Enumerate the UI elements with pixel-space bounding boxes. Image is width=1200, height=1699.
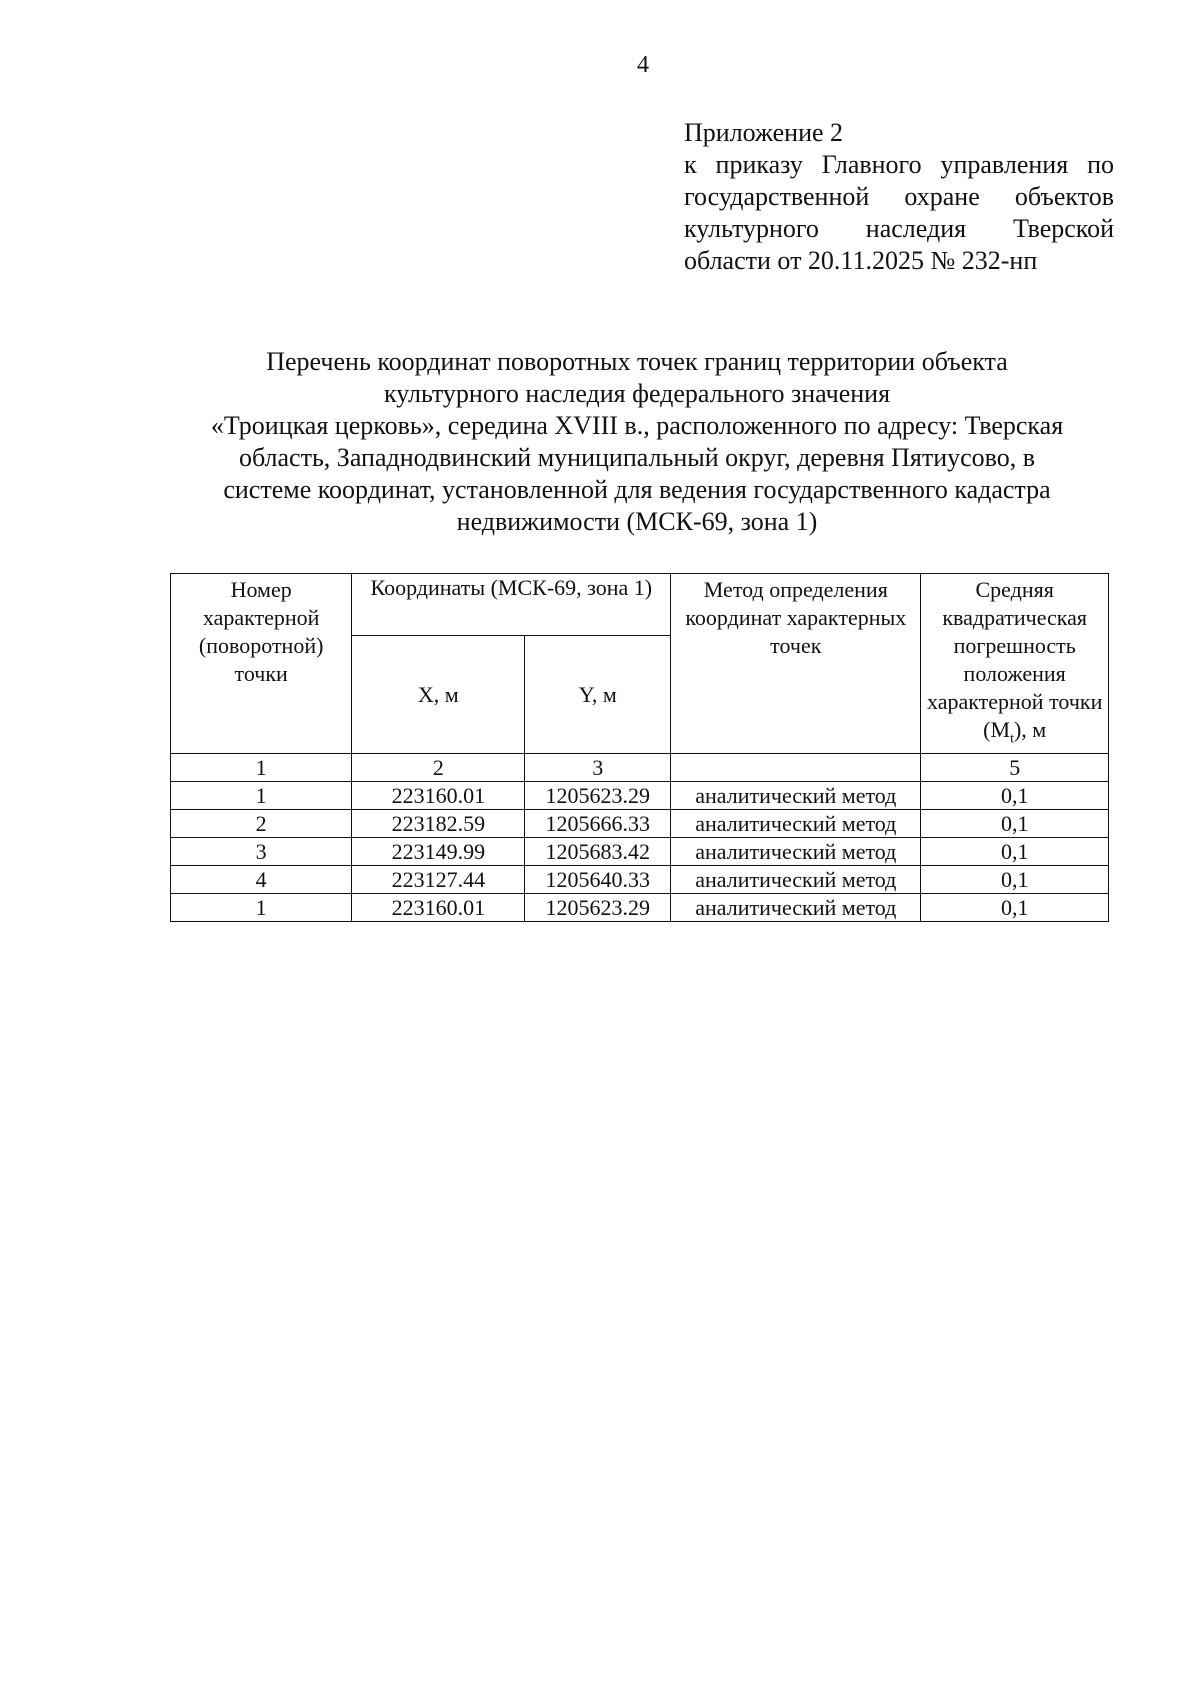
cell-method: аналитический метод [671,838,921,866]
header-x: X, м [352,635,525,753]
cell-y: 1205623.29 [525,894,671,922]
cell-y: 1205683.42 [525,838,671,866]
cell-y: 1205623.29 [525,782,671,810]
header-error-text: Средняя квадратическая погрешность положения характерной точки $(M_t)$, м [927,577,1103,747]
header-coordinates: Координаты (МСК-69, зона 1) [352,574,671,636]
table-row [171,838,1109,866]
cell-x: 223160.01 [352,782,525,810]
header-y: Y, м [525,635,671,753]
column-number: 3 [525,754,671,782]
cell-error: 0,1 [921,810,1109,838]
cell-point: 2 [171,810,352,838]
title-line: системе координат, установленной для ведения государственного кадастра [223,475,1051,504]
coordinates-table [170,573,1109,922]
header-point-number: Номер характерной (поворотной) точки [171,574,352,754]
appendix-block [684,117,1114,277]
document-title [158,346,1116,538]
cell-y: 1205640.33 [525,866,671,894]
appendix-reference: к приказу Главного управления по государственной охране объектов культурного наследия Тверской области от 20.11.2025 № 232-нп [684,150,1114,275]
table-row [171,866,1109,894]
cell-method: аналитический метод [671,866,921,894]
cell-x: 223160.01 [352,894,525,922]
cell-method: аналитический метод [671,894,921,922]
table-row [171,782,1109,810]
cell-error: 0,1 [921,894,1109,922]
title-line: «Троицкая церковь», середина XVIII в., расположенного по адресу: Тверская [210,411,1064,440]
cell-x: 223182.59 [352,810,525,838]
cell-method: аналитический метод [671,810,921,838]
title-line: Перечень координат поворотных точек границ территории объекта [266,347,1008,376]
title-line: культурного наследия федерального значения [383,379,891,408]
header-error [921,574,1109,754]
page-number: 4 [637,52,649,78]
table-row [171,894,1109,922]
cell-x: 223149.99 [352,838,525,866]
cell-x: 223127.44 [352,866,525,894]
cell-error: 0,1 [921,782,1109,810]
title-line: область, Западнодвинский муниципальный округ, деревня Пятиусово, в [238,443,1036,472]
appendix-title: Приложение 2 [684,118,844,147]
table-row [171,810,1109,838]
cell-error: 0,1 [921,838,1109,866]
cell-method: аналитический метод [671,782,921,810]
cell-error: 0,1 [921,866,1109,894]
column-number: 2 [352,754,525,782]
table-body [171,782,1109,922]
column-number [671,754,921,782]
header-method: Метод определения координат характерных точек [671,574,921,754]
column-number: 1 [171,754,352,782]
cell-point: 4 [171,866,352,894]
cell-point: 1 [171,894,352,922]
title-line: недвижимости (МСК-69, зона 1) [456,507,818,536]
column-number: 5 [921,754,1109,782]
cell-y: 1205666.33 [525,810,671,838]
cell-point: 3 [171,838,352,866]
cell-point: 1 [171,782,352,810]
